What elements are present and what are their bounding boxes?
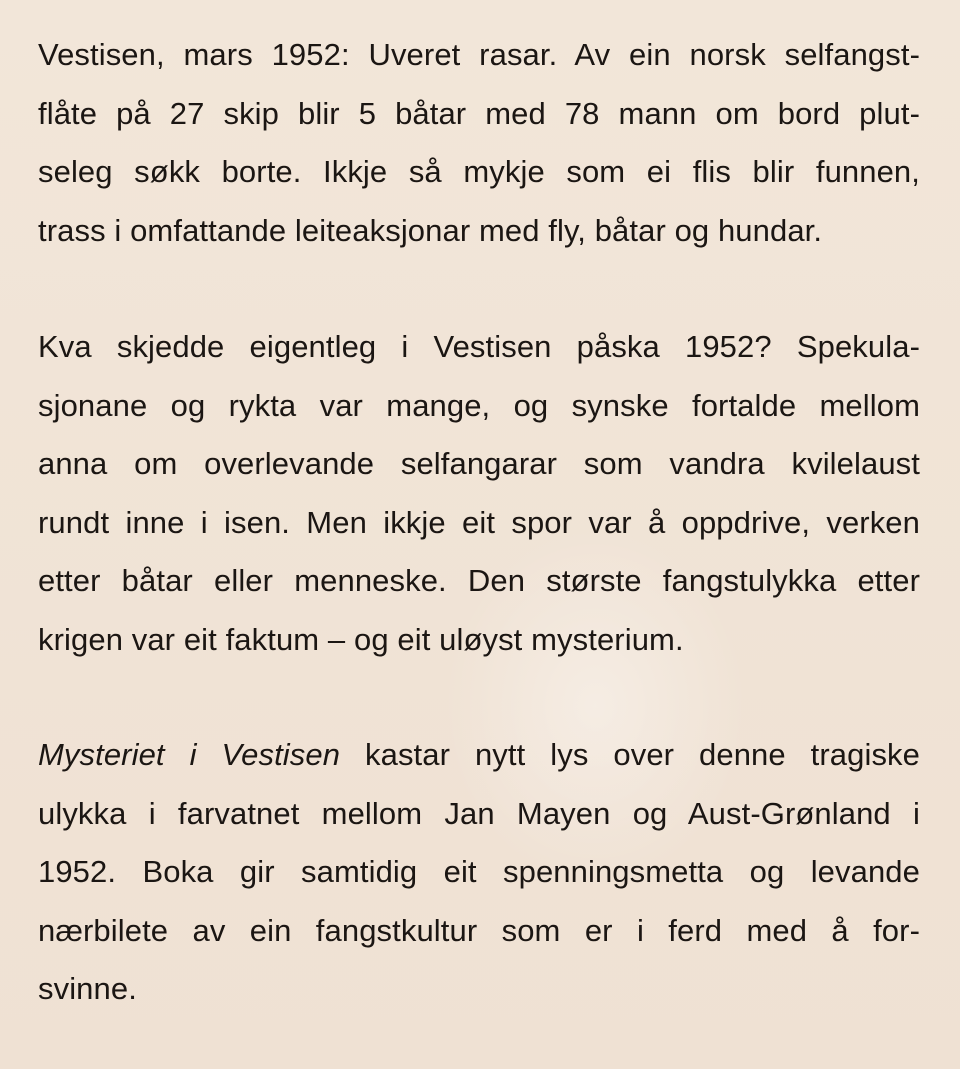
book-title: Mysteriet i Vestisen: [38, 737, 341, 772]
paragraph-book-summary: [38, 726, 920, 1019]
text-line: flåte på 27 skip blir 5 båtar med 78 mann om bord plut-: [38, 95, 920, 131]
text-line: ulykka i farvatnet mellom Jan Mayen og Aust-Grønland i: [38, 795, 920, 831]
text-line: trass i omfattande leiteaksjonar med fly, båtar og hundar.: [38, 212, 823, 248]
text-line: seleg søkk borte. Ikkje så mykje som ei flis blir funnen,: [38, 154, 920, 189]
text-line: Kva skjedde eigentleg i Vestisen påska 1952? Spekula-: [38, 329, 920, 364]
text-line: anna om overlevande selfangarar som vandra kvilelaust: [38, 446, 920, 481]
text-line: rundt inne i isen. Men ikkje eit spor var å oppdrive, verken: [38, 504, 920, 540]
text-line: etter båtar eller menneske. Den største fangstulykka etter: [38, 563, 920, 598]
text-line: nærbilete av ein fangstkultur som er i ferd med å for-: [38, 912, 920, 948]
text-line: svinne.: [38, 971, 137, 1006]
title-line-rest: kastar nytt lys over denne tragiske: [340, 737, 920, 772]
paragraph-intro: [38, 26, 920, 260]
text-line: 1952. Boka gir samtidig eit spenningsmetta og levande: [38, 854, 920, 889]
text-line: sjonane og rykta var mange, og synske fortalde mellom: [38, 387, 920, 423]
text-line: Vestisen, mars 1952: Uveret rasar. Av ein norsk selfangst-: [38, 37, 920, 72]
text-line: krigen var eit faktum – og eit uløyst mysterium.: [38, 621, 684, 657]
text-line-with-title: [38, 726, 920, 785]
paragraph-question: [38, 318, 920, 669]
